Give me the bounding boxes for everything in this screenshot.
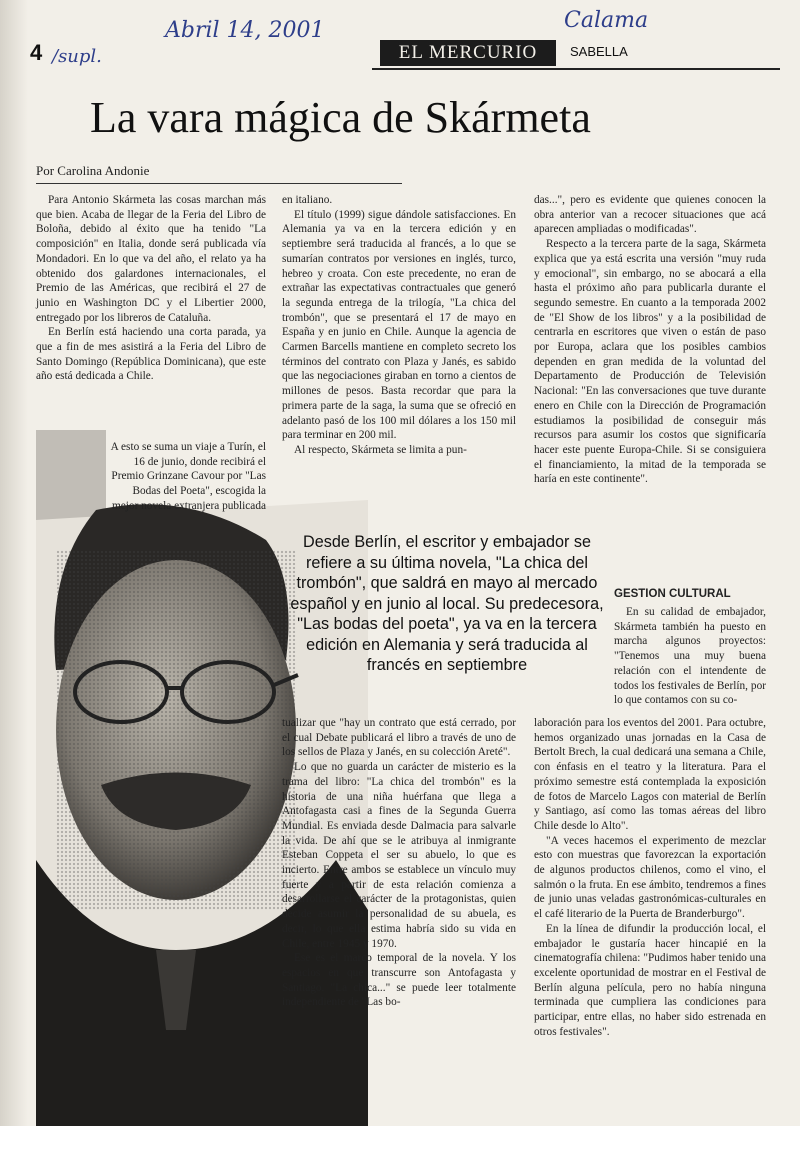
pull-quote: Desde Berlín, el escritor y embajador se refiere a su última novela, "La chica del trombón", que saldrá en mayo al mercado español y en junio al local. Su predecesora, "Las bodas del poeta", ya va en la tercera edición en Alemania y será traducida al francés en septiembre [290, 533, 604, 674]
paragraph: das...", pero es evidente que quienes conocen la obra anterior van a recocer situaciones que acá aparecen ampliadas o modificadas". [534, 194, 766, 236]
handwritten-date: Abril 14, 2001 [165, 18, 325, 43]
paragraph: tualizar que "hay un contrato que está cerrado, por el cual Debate publicará el libro a través de uno de los sellos de Plaza y Janés, en su colección Areté". [282, 717, 516, 759]
column-3-lower [534, 716, 766, 1039]
paragraph: El título (1999) sigue dándole satisfacciones. En Alemania ya va en la tercera edición y en septiembre será traducida al francés, a lo que se sumarían contratos por versiones en inglés, turco, hebreo y croata. Con este precedente, no eran de extrañar las expectativas contractuales que generó la segunda entrega de la trilogía, "La chica del trombón", que se presentará el 17 de mayo en España y en junio en Chile. Aunque la agencia de Carmen Barcells mantiene en completo secreto los términos del contrato con Plaza y Janés, es sabido que las negociaciones giraban en torno a cientos de millones de pesos. Basta recordar que para la primera parte de la saga, la suma que se ofreció en adelanto pasó de los 100 mil dólares a los 150 mil para terminar en 200 mil. [282, 208, 516, 442]
scan-bottom-margin [0, 1126, 800, 1160]
sub-masthead: SABELLA [570, 44, 628, 59]
paragraph: Lo que no guarda un carácter de misterio es la trama del libro: "La chica del trombón" es la historia de una niña huérfana que llega a Antofagasta casi a fines de la Segunda Guerra Mundial. Es enviada desde Dalmacia para salvarle la vida. De ahí que se le atribuya al inmigrante Esteban Coppeta el ser su abuelo, lo que es incierto. Entre ambos se establece un vínculo muy fuerte y a partir de esta relación comienza a desarrollarse el carácter de la protagonistas, quien decide asumir la personalidad de su abuela, es decir, lo que ella estima habría sido su vida en Chile, entre 1945 y 1970. [282, 761, 516, 950]
column-2 [282, 193, 516, 458]
column-3 [534, 193, 766, 487]
photo-caption-text: A esto se suma un viaje a Turín, el 16 de junio, donde recibirá el Premio Grinzane Cavour por "Las Bodas del Poeta", escogida la mejor novela extranjera publicada [110, 441, 266, 512]
paragraph: Respecto a la tercera parte de la saga, Skármeta explica que ya está escrita una versión "muy ruda y emocional", sin embargo, no se abocará a ella hasta el próximo año para publicarla durante el segundo semestre. En cuanto a la temporada 2002 de "El Show de los libros" y a la posibilidad de centrarla en escritores que viven o están de paso por Europa, aclara que los posibles cambios dependen en gran medida de la voluntad del Departamento de Producción de Televisión Nacional: "En las conversaciones que tuve durante enero en Chile con la Dirección de Programación estudiamos la posibilidad de conseguir más recursos para asumir los costos que significaría hacer este puente Europa-Chile. Si se consiguiera el financiamiento, la mitad de la temporada se haría en este continente". [534, 238, 766, 486]
page-number: 4 [30, 40, 43, 65]
paragraph: En la línea de difundir la producción local, el embajador le gustaría hacer hincapié en la cinematografía chilena: "Pudimos haber tenido una excelente oportunidad de mostrar en el Festival de Berlín alguna película, pero no había ninguna terminada que cumpliera las condiciones para participar, entre ellas, no haber sido estrenada en otros festivales". [534, 922, 766, 1038]
paragraph: Al respecto, Skármeta se limita a pun- [294, 443, 467, 456]
scan-edge-shadow [0, 0, 28, 1160]
section-subhead: GESTION CULTURAL [614, 588, 731, 600]
article-headline: La vara mágica de Skármeta [90, 93, 591, 142]
handwritten-city: Calama [564, 8, 649, 33]
newspaper-masthead: EL MERCURIO [380, 40, 556, 66]
paragraph: laboración para los eventos del 2001. Para octubre, hemos organizado unas jornadas en la Casa de Bertolt Brech, la cual dedicará una semana a Chile, con énfasis en el teatro y la literatura. Para el próximo semestre está contemplada la exposición de fotos de Marcelo Lagos con material de Berlín y Santiago, así como las tomas aéreas del libro Chile desde lo Alto". [534, 717, 766, 832]
paragraph: En Berlín está haciendo una corta parada, ya que a fin de mes asistirá a la Feria del Libro de Santo Domingo (República Dominicana), que este año está dedicada a Chile. [36, 326, 266, 383]
paragraph: "A veces hacemos el experimento de mezclar esto con muestras que favorezcan la exportación de algunos productos chilenos, como el vino, el salmón o la fruta. En ese ámbito, tendremos a fines de junio unas veladas gastronómicas-culturales en el café literario de la Puerta de Branderburgo". [534, 834, 766, 921]
column-3b [614, 605, 766, 708]
article-byline: Por Carolina Andonie [36, 163, 150, 178]
header-rule [372, 68, 780, 70]
byline-rule [36, 183, 402, 184]
column-1 [36, 193, 266, 384]
handwritten-section-note: /supl. [52, 46, 102, 67]
column-2-lower [282, 716, 516, 1010]
paragraph: En su calidad de embajador, Skármeta también ha puesto en marcha algunos proyectos: "Tenemos una muy buena relación con el intendente de todos los festivales de Berlín, por lo que contamos con su co- [614, 606, 766, 707]
paragraph: Ese es el marco temporal de la novela. Y los espacios en que transcurre son Antofagasta y Santiago. "La chica..." se puede leer totalmente independiente de "Las bo- [282, 952, 516, 1009]
paragraph: en italiano. [282, 194, 333, 206]
paragraph: Para Antonio Skármeta las cosas marchan más que bien. Acaba de llegar de la Feria del Libro de Boloña, debido al éxito que ha tenido "La composición" en Italia, donde será publicada vía Mondadori. En lo que va del año, el relato ya ha obtenido dos galardones internacionales, el Premio de las Américas, que recibirá el 27 de junio en Washington DC y el Libertier 2000, entregado por los libreros de Cataluña. [36, 194, 266, 324]
